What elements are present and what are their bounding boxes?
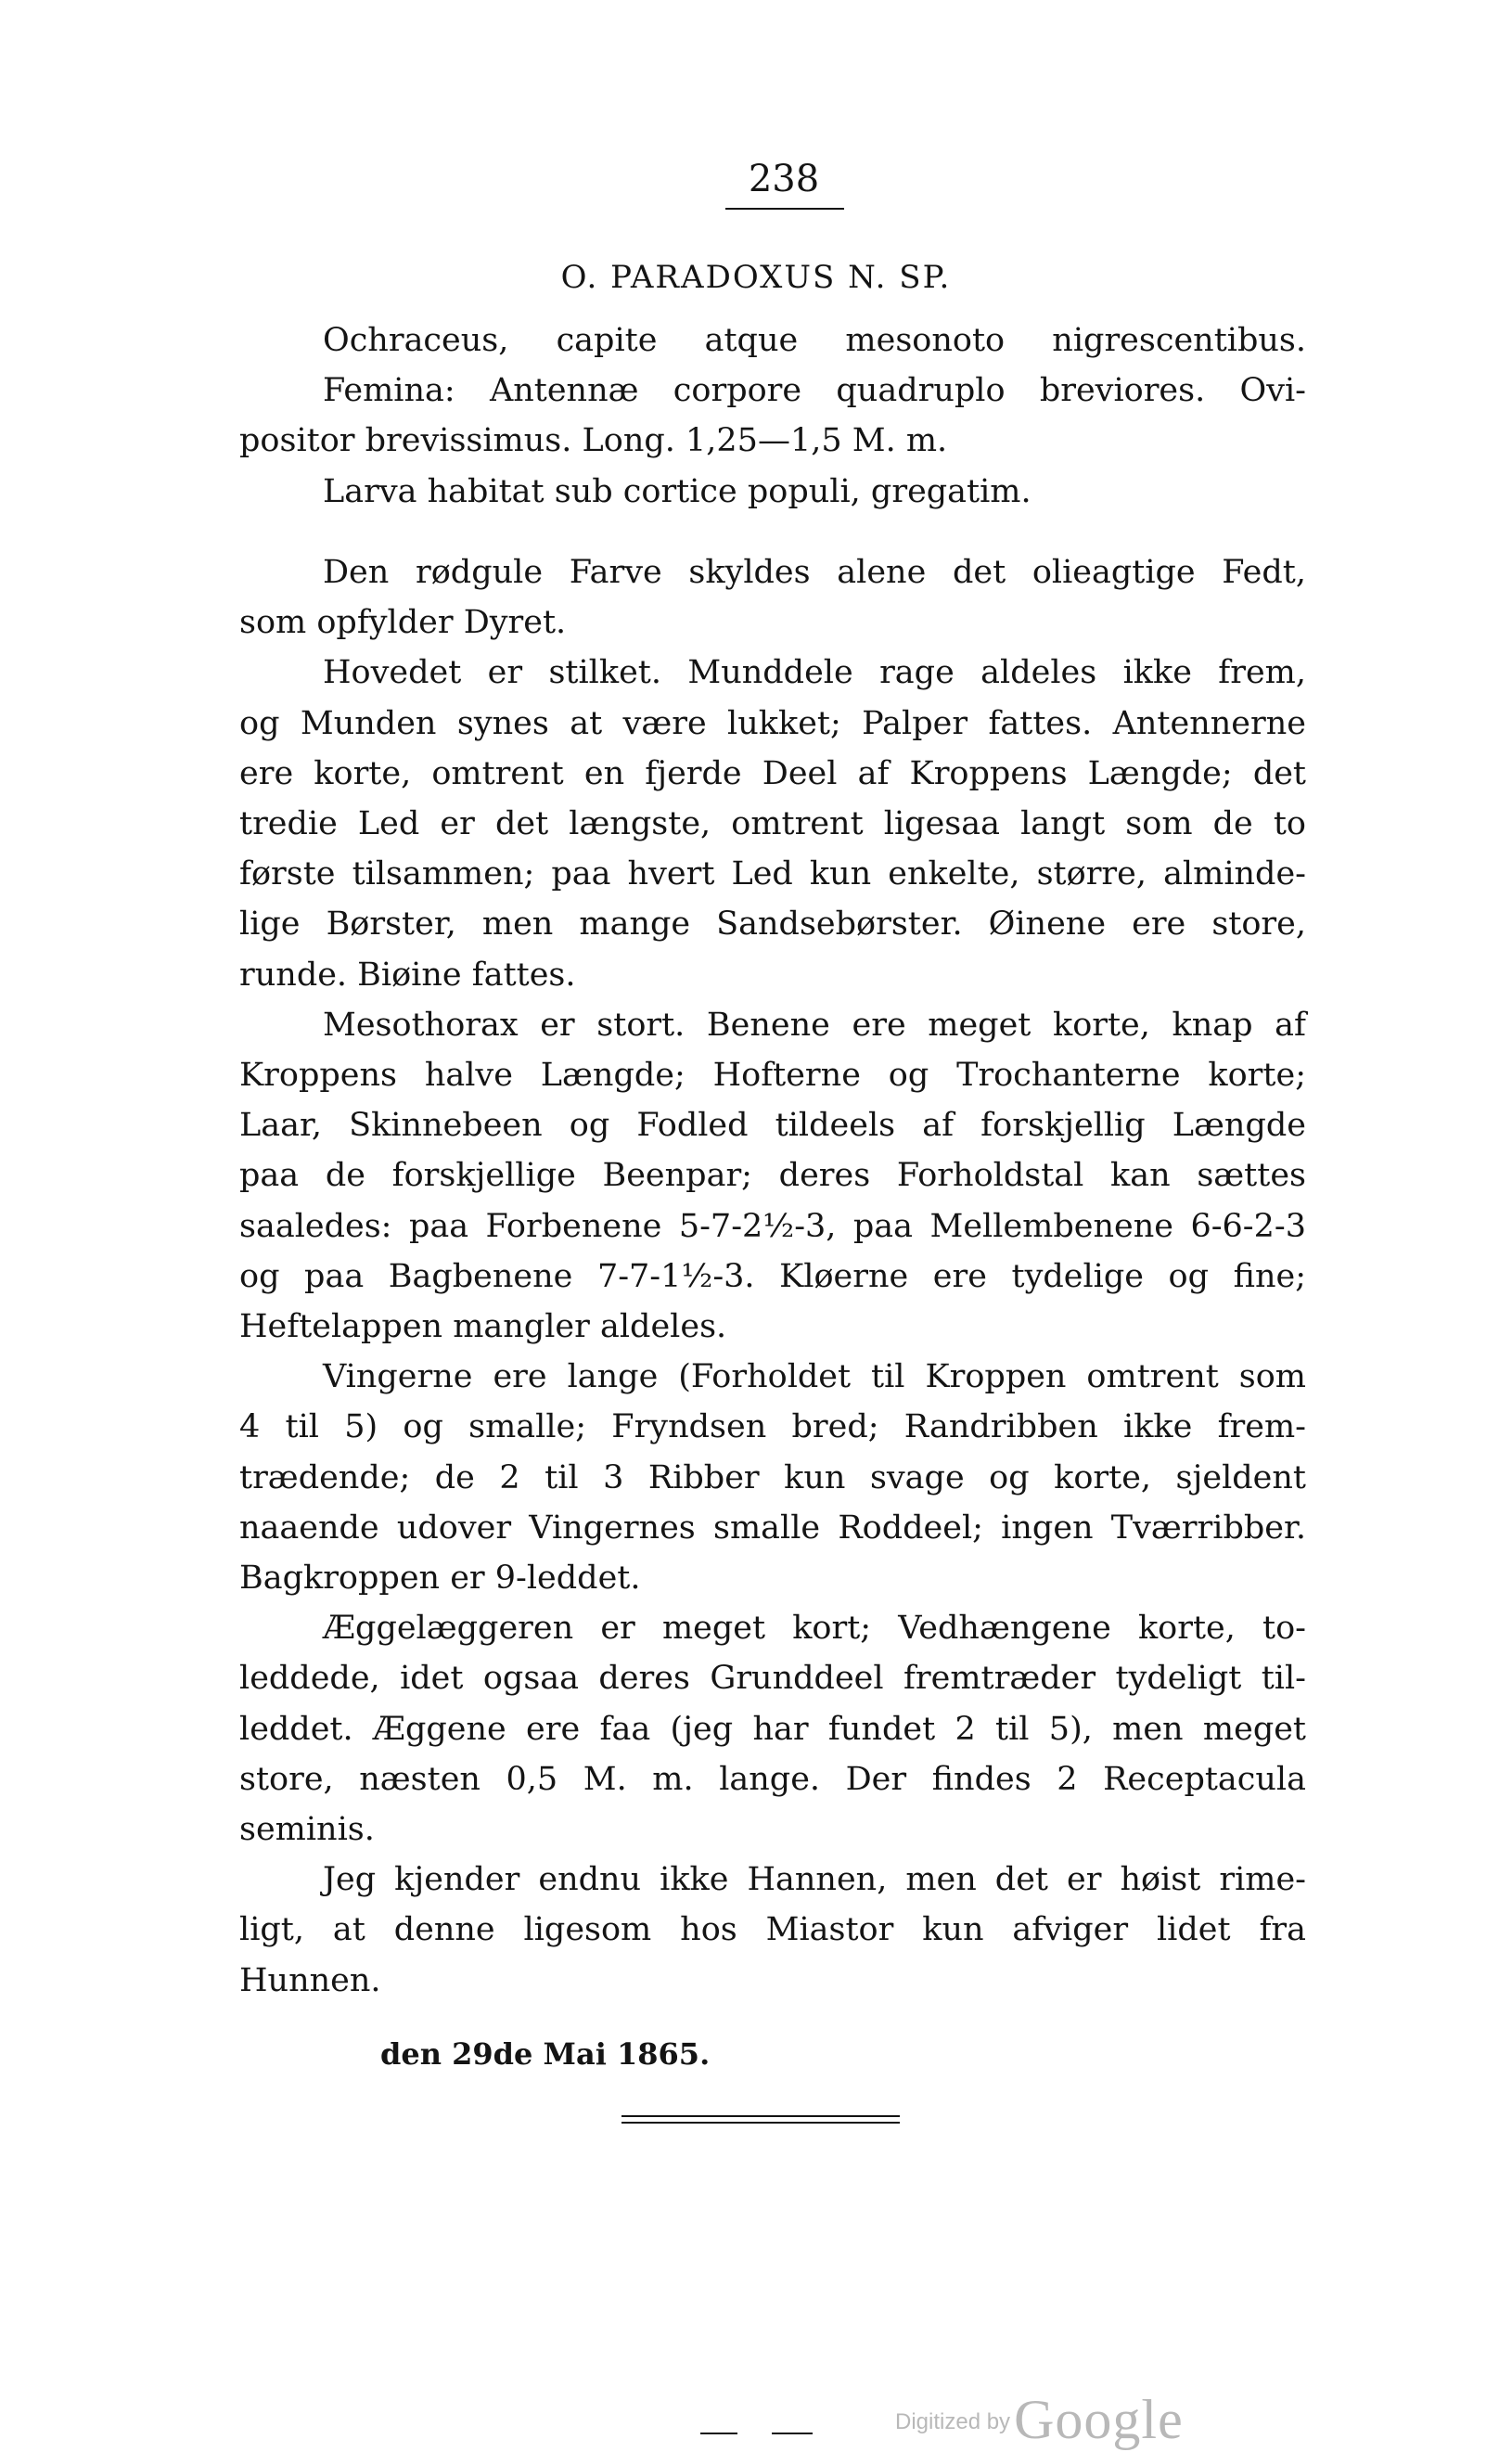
body-line: seminis.: [239, 1811, 375, 1849]
latin-line: Ochraceus, capite atque mesonoto nigrescentibus.: [323, 322, 1306, 359]
body-line: Heftelappen mangler aldeles.: [239, 1308, 727, 1346]
body-line: Laar, Skinnebeen og Fodled tildeels af forskjellig Længde: [239, 1107, 1306, 1145]
body-line: Bagkroppen er 9-leddet.: [239, 1560, 641, 1598]
danish-description: [239, 547, 1306, 2006]
watermark-logo: Google: [1014, 2389, 1184, 2450]
body-line: leddet. Æggene ere faa (jeg har fundet 2 til 5), men meget: [239, 1710, 1306, 1748]
body-line: og Munden synes at være lukket; Palper fattes. Antennerne: [239, 704, 1306, 742]
body-line: naaende udover Vingernes smalle Roddeel; ingen Tværribber.: [239, 1508, 1306, 1547]
body-line: tredie Led er det længste, omtrent ligesaa langt som de to: [239, 805, 1306, 843]
latin-line: positor brevissimus. Long. 1,25—1,5 M. m.: [239, 422, 948, 460]
body-line: paa de forskjellige Beenpar; deres Forholdstal kan sættes: [239, 1157, 1306, 1195]
body-line: lige Børster, men mange Sandsebørster. Øinene ere store,: [239, 905, 1306, 944]
body-line: Vingerne ere lange (Forholdet til Kroppen omtrent som: [323, 1358, 1306, 1396]
species-heading: O. PARADOXUS N. SP.: [560, 259, 952, 296]
body-line: ere korte, omtrent en fjerde Deel af Kroppens Længde; det: [239, 754, 1306, 792]
body-line: Den rødgule Farve skyldes alene det olieagtige Fedt,: [323, 554, 1306, 591]
end-rule: [621, 2122, 900, 2124]
footer-dash: [700, 2433, 737, 2434]
body-line: 4 til 5) og smalle; Fryndsen bred; Randribben ikke frem-: [239, 1408, 1306, 1446]
body-line: og paa Bagbenene 7-7-1½-3. Kløerne ere tydelige og fine;: [239, 1257, 1306, 1295]
latin-line: Larva habitat sub cortice populi, gregatim.: [323, 472, 1031, 510]
body-line: trædende; de 2 til 3 Ribber kun svage og korte, sjeldent: [239, 1458, 1306, 1496]
body-line: ligt, at denne ligesom hos Miastor kun afviger lidet fra: [239, 1911, 1306, 1949]
body-line: Mesothorax er stort. Benene ere meget korte, knap af: [323, 1006, 1306, 1044]
body-line: store, næsten 0,5 M. m. lange. Der findes 2 Receptacula: [239, 1760, 1306, 1798]
body-line: runde. Biøine fattes.: [239, 956, 576, 994]
body-line: saaledes: paa Forbenene 5-7-2½-3, paa Mellembenene 6-6-2-3: [239, 1207, 1306, 1245]
digitization-watermark: [895, 2388, 1184, 2452]
footer-dash: [772, 2433, 813, 2434]
body-line: Hovedet er stilket. Munddele rage aldeles ikke frem,: [323, 654, 1306, 692]
body-line: Jeg kjender endnu ikke Hannen, men det er høist rime-: [323, 1861, 1306, 1899]
page-number-underline: [725, 208, 844, 210]
body-line: første tilsammen; paa hvert Led kun enkelte, større, alminde-: [239, 855, 1306, 893]
body-line: Æggelæggeren er meget kort; Vedhængene korte, to-: [323, 1610, 1306, 1648]
body-line: som opfylder Dyret.: [239, 604, 567, 642]
latin-diagnosis: [239, 315, 1306, 517]
body-line: leddede, idet ogsaa deres Grunddeel fremtræder tydeligt til-: [239, 1660, 1306, 1698]
watermark-prefix: Digitized by: [895, 2409, 1011, 2434]
body-line: Hunnen.: [239, 1961, 381, 1999]
page-number: 238: [748, 158, 820, 200]
date-line: den 29de Mai 1865.: [380, 2036, 711, 2072]
latin-line: Femina: Antennæ corpore quadruplo breviores. Ovi-: [323, 372, 1306, 410]
body-line: Kroppens halve Længde; Hofterne og Trochanterne korte;: [239, 1057, 1306, 1095]
end-rule: [621, 2115, 900, 2117]
